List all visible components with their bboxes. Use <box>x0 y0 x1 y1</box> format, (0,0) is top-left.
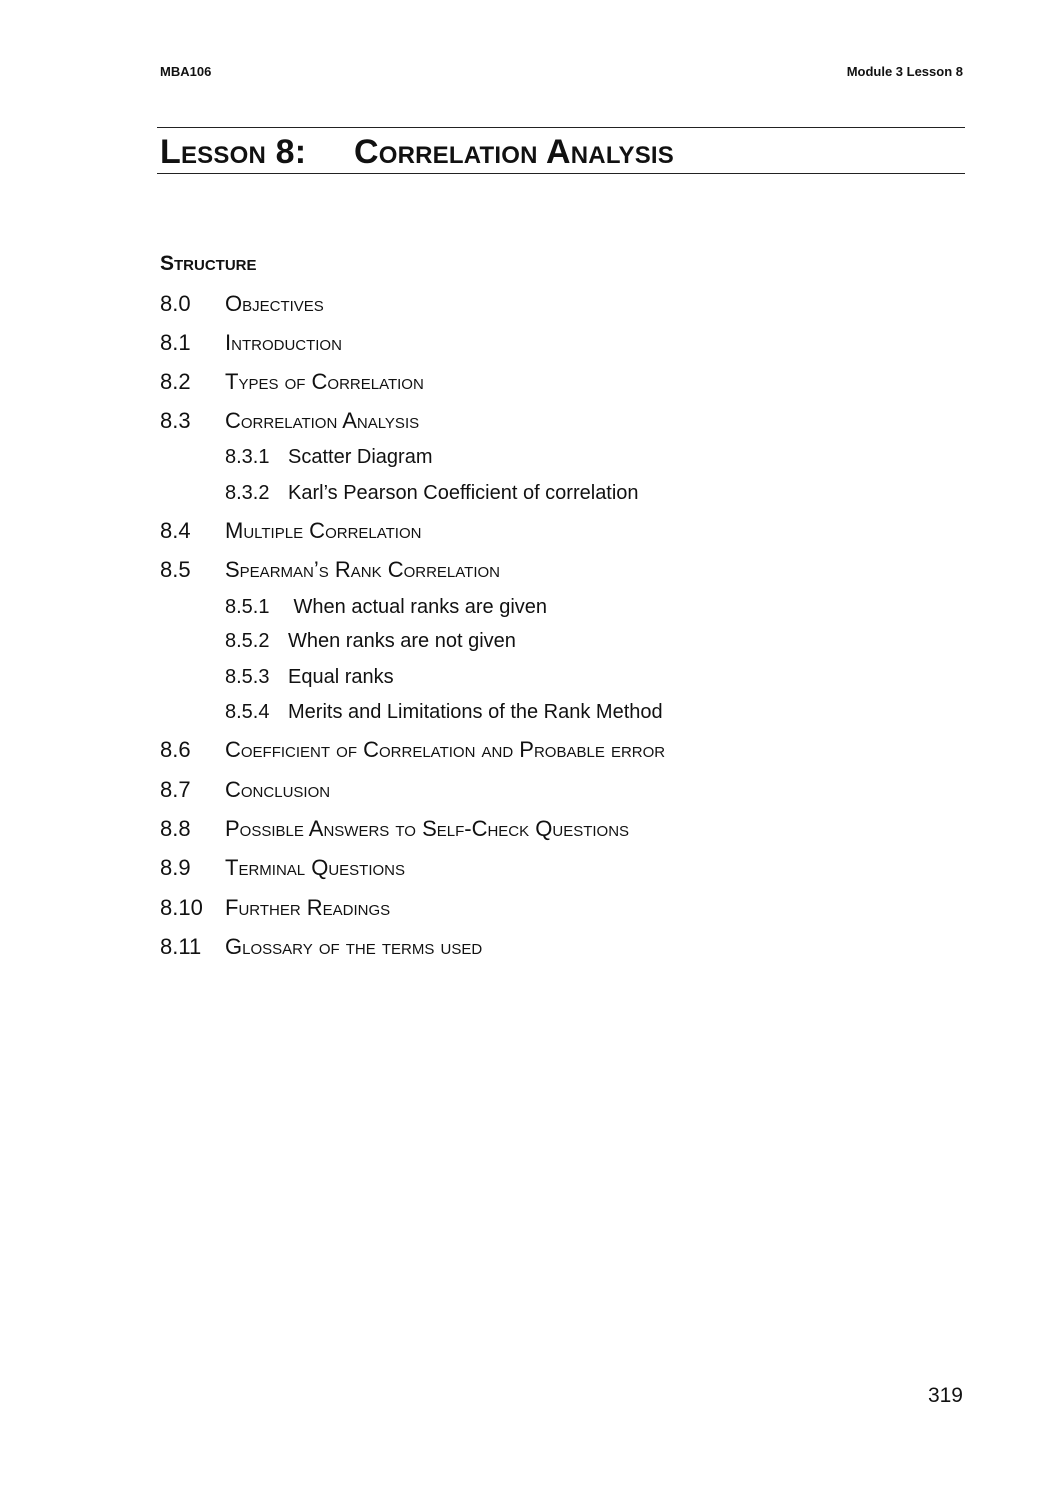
toc-subnumber: 8.5.2 <box>225 630 270 652</box>
toc-number: 8.11 <box>160 934 202 959</box>
toc-title: Coefficient of Correlation and Probable error <box>225 737 666 762</box>
lesson-title <box>160 133 674 172</box>
toc-subnumber: 8.3.2 <box>225 482 270 504</box>
toc-number: 8.7 <box>160 777 191 802</box>
toc-title: Conclusion <box>225 777 331 802</box>
toc-number: 8.4 <box>160 518 191 543</box>
lesson-title-text: Correlation Analysis <box>354 133 674 171</box>
toc-title: Further Readings <box>225 895 391 920</box>
toc-subnumber: 8.3.1 <box>225 446 270 468</box>
module-lesson-label: Module 3 Lesson 8 <box>846 64 963 79</box>
page-number: 319 <box>927 1384 963 1407</box>
toc-subtitle: Scatter Diagram <box>288 446 433 468</box>
toc-number: 8.10 <box>160 895 203 920</box>
toc-subtitle: Karl’s Pearson Coefficient of correlation <box>288 482 639 504</box>
toc-subtitle: When actual ranks are given <box>288 596 548 618</box>
lesson-number: Lesson 8: <box>160 133 307 171</box>
structure-heading: Structure <box>160 252 257 275</box>
toc-number: 8.1 <box>160 330 191 355</box>
toc-title: Glossary of the terms used <box>225 934 483 959</box>
running-header <box>160 64 963 82</box>
toc-title: Correlation Analysis <box>225 408 420 433</box>
toc-subtitle: Equal ranks <box>288 666 394 688</box>
toc-title: Terminal Questions <box>225 855 406 880</box>
toc-number: 8.2 <box>160 369 191 394</box>
toc-subnumber: 8.5.1 <box>225 596 270 618</box>
toc-title: Possible Answers to Self-Check Questions <box>225 816 630 841</box>
toc-title: Spearman’s Rank Correlation <box>225 557 500 582</box>
toc-number: 8.9 <box>160 855 191 880</box>
toc-title: Introduction <box>225 330 342 355</box>
course-code: MBA106 <box>160 64 212 79</box>
toc-number: 8.3 <box>160 408 191 433</box>
toc-subnumber: 8.5.3 <box>225 666 270 688</box>
toc-number: 8.5 <box>160 557 191 582</box>
toc-title: Types of Correlation <box>225 369 424 394</box>
toc-number: 8.8 <box>160 816 191 841</box>
toc-number: 8.6 <box>160 737 191 762</box>
toc-subtitle: Merits and Limitations of the Rank Method <box>288 701 663 723</box>
toc-title: Multiple Correlation <box>225 518 422 543</box>
toc-title: Objectives <box>225 291 324 316</box>
title-bottom-rule <box>157 173 965 174</box>
toc-number: 8.0 <box>160 291 191 316</box>
title-top-rule <box>157 127 965 128</box>
toc-subnumber: 8.5.4 <box>225 701 270 723</box>
toc-subtitle: When ranks are not given <box>288 630 516 652</box>
